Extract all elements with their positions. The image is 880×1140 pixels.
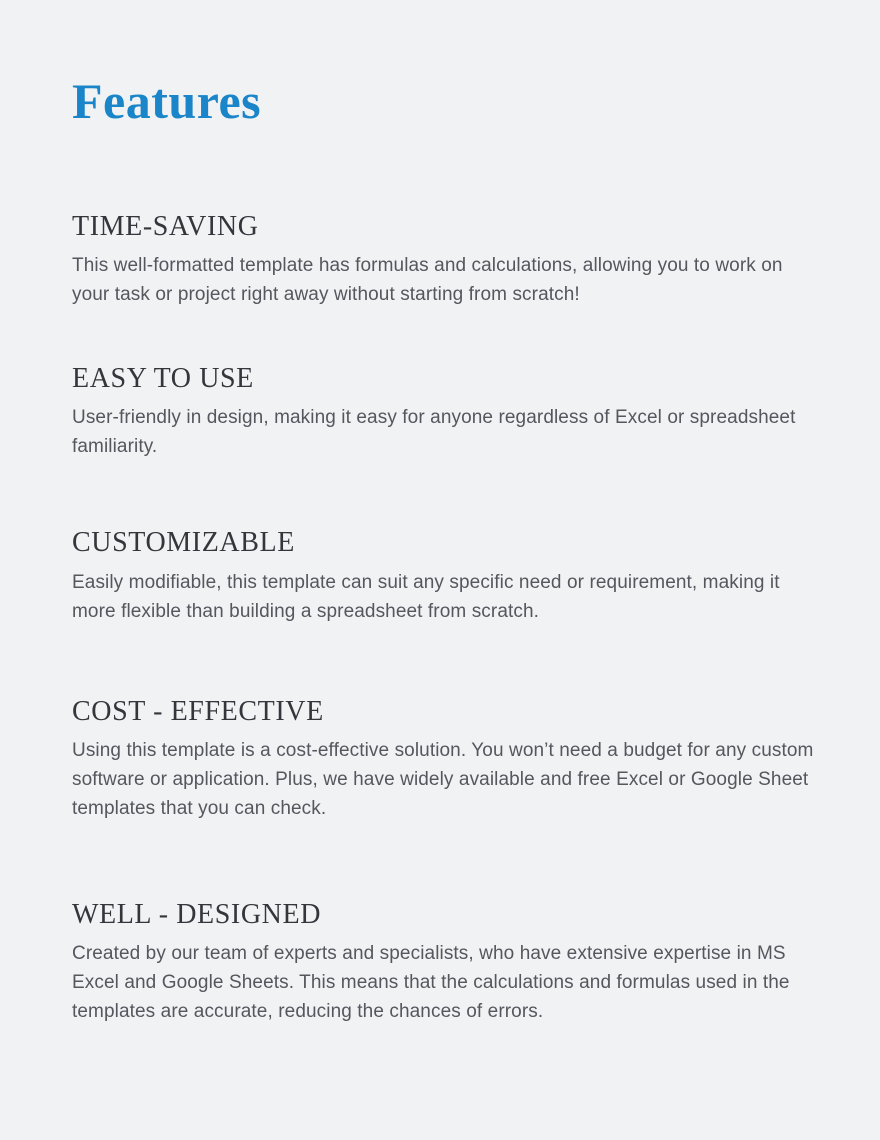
section-heading: COST - EFFECTIVE [72, 695, 324, 727]
section-time-saving [72, 211, 822, 309]
page-title: Features [72, 73, 262, 129]
section-heading: CUSTOMIZABLE [72, 527, 295, 559]
section-cost-effective [72, 696, 822, 823]
section-heading: EASY TO USE [72, 363, 254, 395]
feature-section-list [72, 211, 822, 1026]
section-heading: TIME-SAVING [72, 211, 259, 242]
section-body: User-friendly in design, making it easy for anyone regardless of Excel or spreadsheet familiarity. [72, 407, 796, 458]
section-body: Easily modifiable, this template can suit any specific need or requirement, making it more flexible than building a spreadsheet from scratch. [72, 571, 780, 622]
section-well-designed [72, 899, 822, 1026]
section-body: This well-formatted template has formulas and calculations, allowing you to work on your task or project right away without starting from scratch! [72, 255, 783, 306]
section-easy-to-use [72, 363, 822, 461]
section-customizable [72, 527, 822, 625]
section-body: Created by our team of experts and specialists, who have extensive expertise in MS Excel and Google Sheets. This means that the calculations and formulas used in the templates are accurate, reducing the chances of errors. [72, 942, 790, 1022]
section-body: Using this template is a cost-effective solution. You won’t need a budget for any custom software or application. Plus, we have widely available and free Excel or Google Sheet templates that you can check. [72, 739, 814, 819]
section-heading: WELL - DESIGNED [72, 898, 322, 930]
